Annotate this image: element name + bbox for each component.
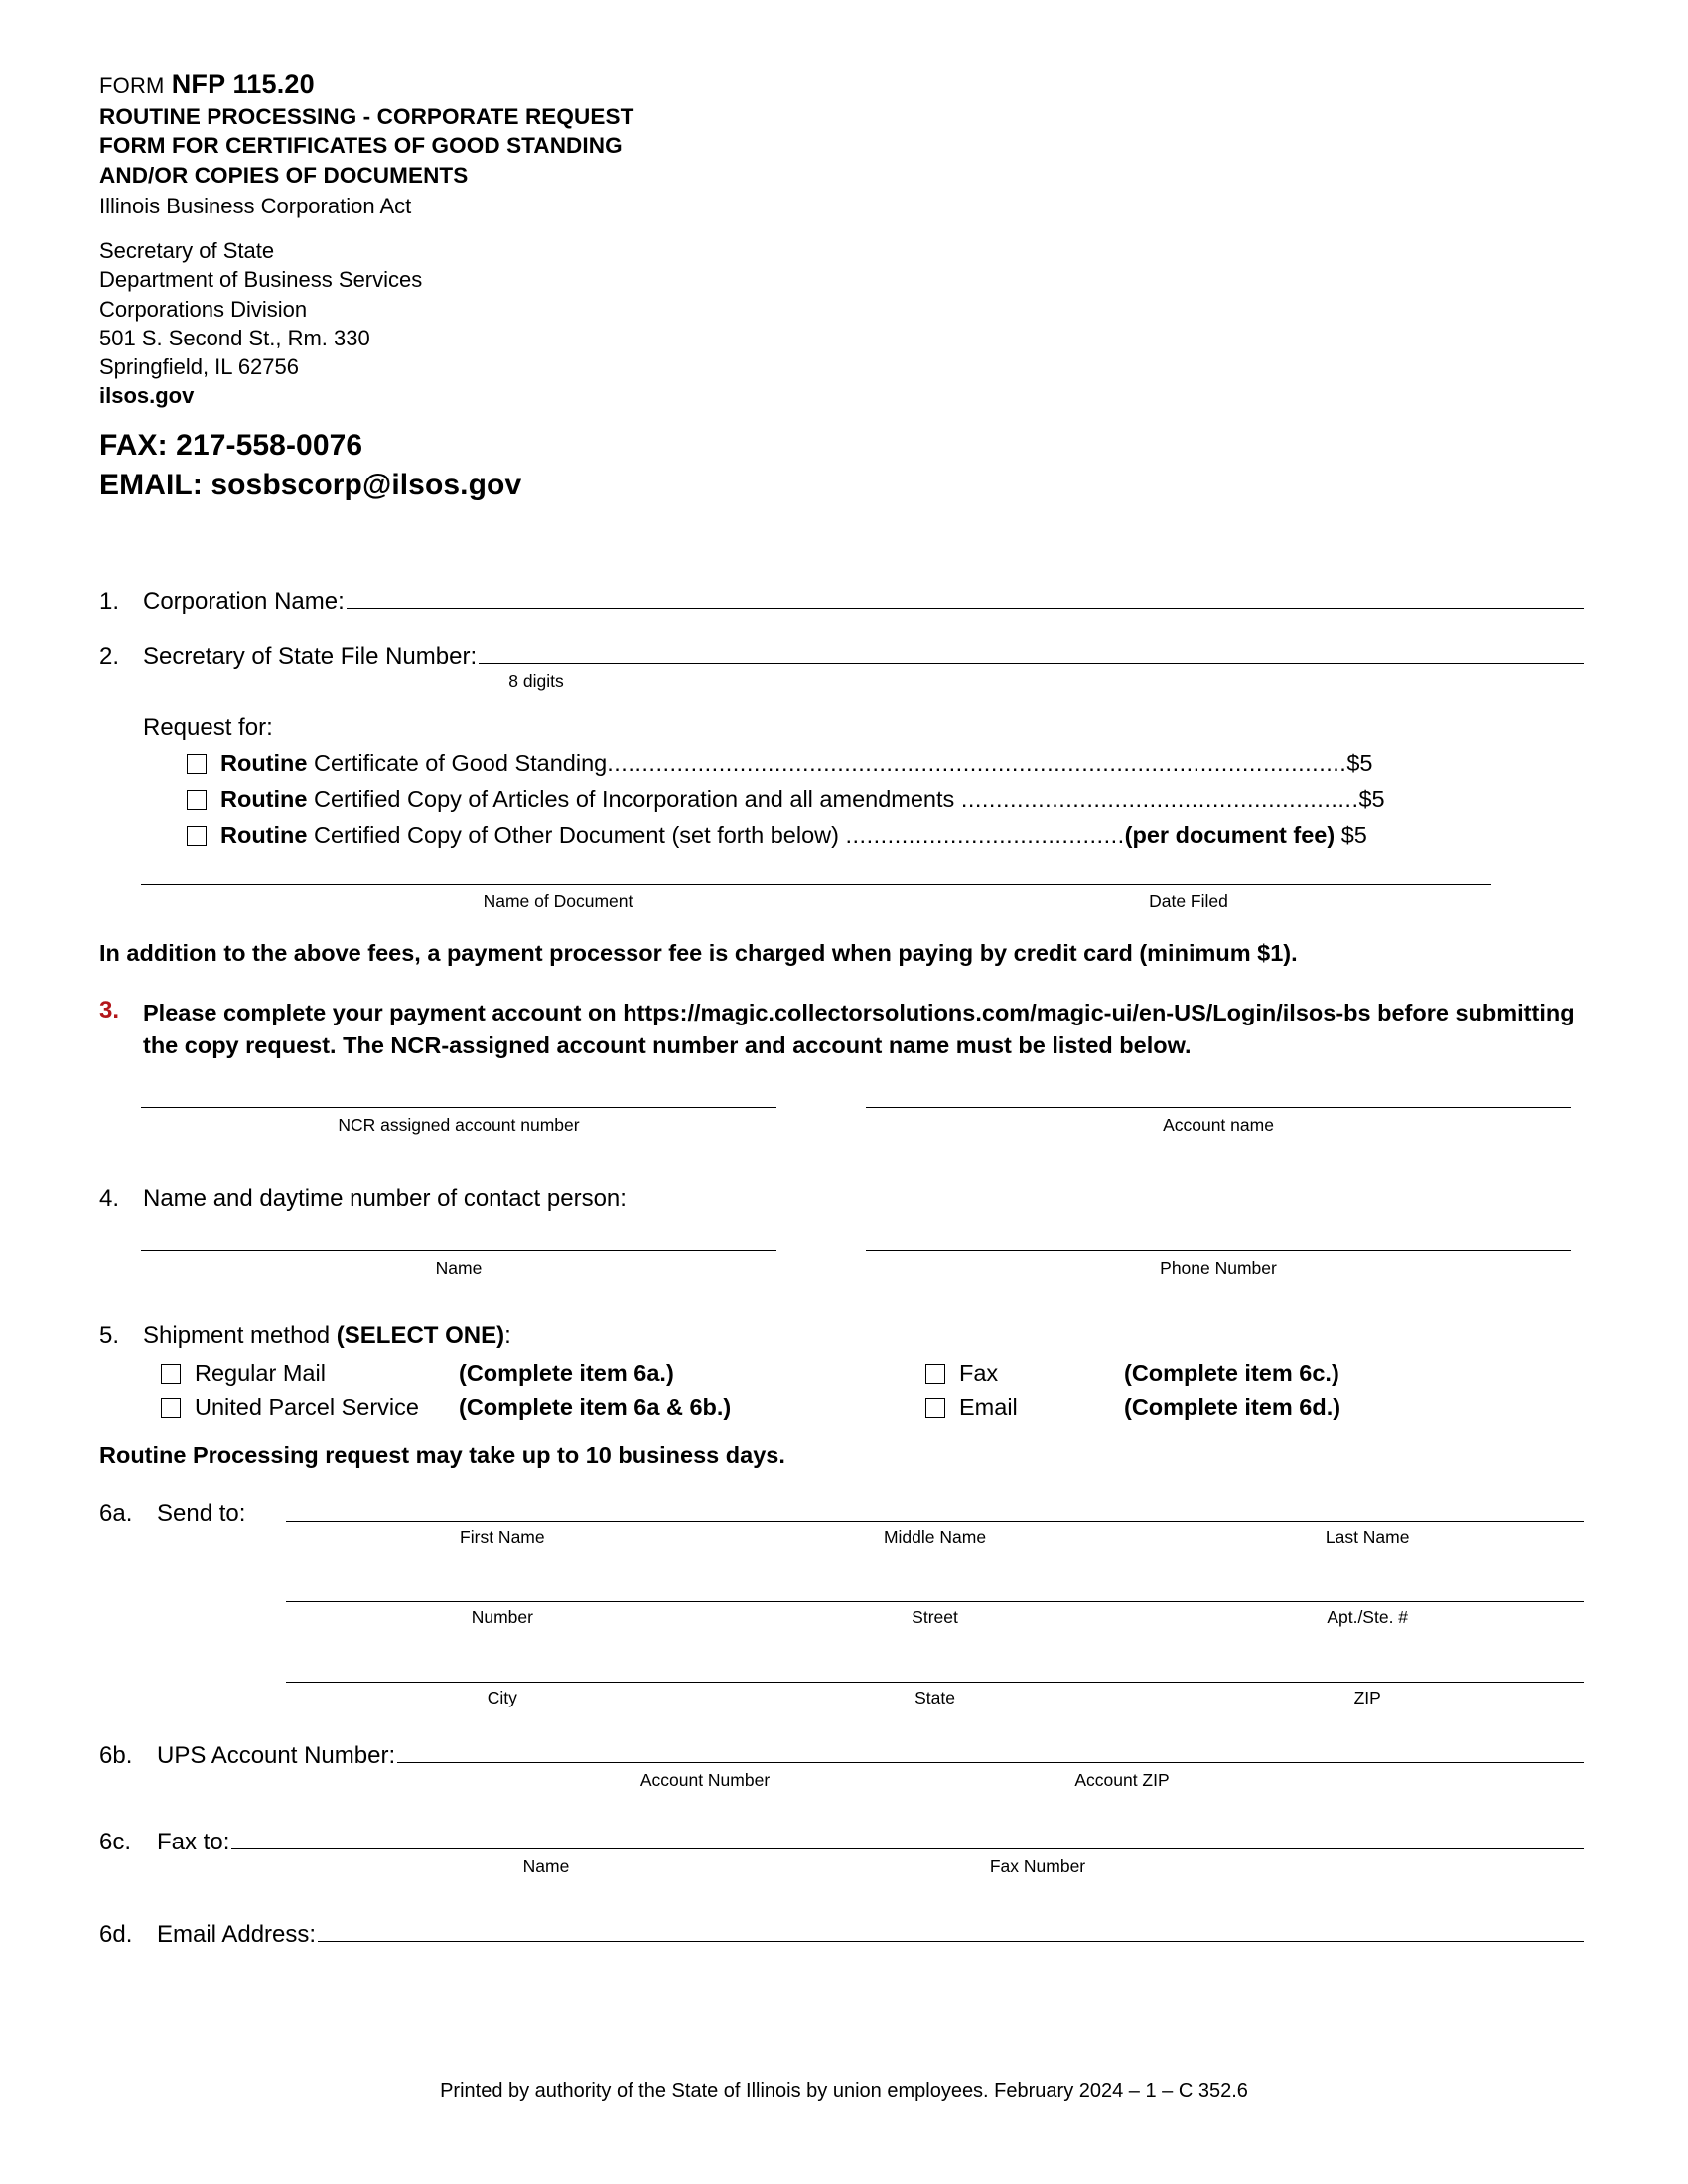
checkbox-fax[interactable] — [925, 1364, 945, 1384]
city-input[interactable] — [286, 1654, 719, 1682]
name-captions — [286, 1527, 1584, 1548]
form-title-line-2: FORM FOR CERTIFICATES OF GOOD STANDING — [99, 133, 623, 159]
item-6b-number: 6b. — [99, 1742, 133, 1770]
option-2-bold: Routine — [220, 786, 308, 813]
middle-name-caption: Middle Name — [883, 1527, 987, 1548]
form-code-line — [99, 69, 1584, 100]
street-block — [286, 1573, 1584, 1628]
email-label: Email — [959, 1394, 1018, 1421]
ups-note: (Complete item 6a & 6b.) — [459, 1394, 732, 1421]
item-6c-fax-to — [99, 1823, 1584, 1856]
option-1-dots: .......................................................................................................... — [607, 751, 1347, 777]
item-6a-number: 6a. — [99, 1500, 133, 1528]
checkbox-certified-articles[interactable] — [187, 790, 207, 810]
document-name-caption: Name of Document — [483, 891, 633, 912]
fax-number: FAX: 217-558-0076 — [99, 428, 363, 462]
form-title-line-1: ROUTINE PROCESSING - CORPORATE REQUEST — [99, 104, 634, 129]
account-input-lines — [141, 1106, 1584, 1108]
street-number-caption: Number — [471, 1607, 533, 1628]
contact-name-caption: Name — [435, 1258, 483, 1279]
option-certified-articles[interactable] — [187, 786, 1584, 813]
account-name-input[interactable] — [866, 1106, 1571, 1108]
state-input[interactable] — [719, 1654, 1152, 1682]
routine-processing-note: Routine Processing request may take up to 10 business days. — [99, 1442, 785, 1469]
option-3-price: $5 — [1335, 822, 1367, 849]
item-6a-send-to — [99, 1493, 1584, 1708]
item-3-text: Please complete your payment account on https://magic.collectorsolutions.com/magic-ui/en-US/Login/ilsos-bs before submitting the copy request. The NCR-assigned account number and account name must be listed below. — [143, 1000, 1575, 1059]
ups-captions — [536, 1770, 1584, 1791]
city-captions — [286, 1688, 1584, 1708]
shipment-row-2 — [161, 1394, 1584, 1421]
address-line-5: Springfield, IL 62756 — [99, 353, 299, 379]
item-1-label: Corporation Name: — [143, 588, 345, 615]
address-line-4: 501 S. Second St., Rm. 330 — [99, 325, 370, 350]
contact-phone-input[interactable] — [866, 1249, 1571, 1251]
email-address[interactable]: EMAIL: sosbscorp@ilsos.gov — [99, 468, 522, 501]
item-2-file-number — [99, 637, 1584, 671]
checkbox-regular-mail[interactable] — [161, 1364, 181, 1384]
form-body — [99, 582, 1584, 1949]
file-number-caption: 8 digits — [508, 671, 564, 692]
account-name-caption: Account name — [1163, 1115, 1274, 1136]
option-good-standing[interactable] — [187, 751, 1584, 777]
item-2-label: Secretary of State File Number: — [143, 643, 478, 671]
request-for-label: Request for: — [143, 714, 273, 742]
item-4-contact-person — [99, 1185, 1584, 1213]
option-3-bold: Routine — [220, 822, 308, 849]
fax-name-caption: Name — [522, 1856, 570, 1877]
option-ups[interactable] — [161, 1394, 459, 1421]
street-name-input[interactable] — [719, 1573, 1152, 1601]
contact-name-input[interactable] — [141, 1249, 776, 1251]
option-other-document[interactable] — [187, 822, 1584, 849]
item-4-number: 4. — [99, 1185, 120, 1213]
shipment-options — [161, 1360, 1584, 1421]
option-1-text: Certificate of Good Standing — [307, 751, 608, 777]
item-5-label — [143, 1322, 511, 1350]
item-3-payment-account — [99, 997, 1584, 1062]
checkbox-other-document[interactable] — [187, 826, 207, 846]
apt-suite-caption: Apt./Ste. # — [1327, 1607, 1409, 1628]
street-captions — [286, 1607, 1584, 1628]
agency-website[interactable]: ilsos.gov — [99, 382, 195, 408]
street-name-caption: Street — [912, 1607, 958, 1628]
fax-label: Fax — [959, 1360, 999, 1387]
ups-account-number-caption: Account Number — [639, 1770, 771, 1791]
option-3-price-bold: (per document fee) — [1124, 822, 1336, 849]
city-caption: City — [487, 1688, 517, 1708]
city-line[interactable] — [286, 1654, 1584, 1683]
agency-address — [99, 236, 1584, 409]
request-options — [187, 751, 1584, 849]
file-number-input[interactable] — [479, 637, 1584, 664]
item-5-label-bold: (SELECT ONE) — [336, 1322, 505, 1350]
option-3-text: Certified Copy of Other Document (set forth below) — [307, 822, 846, 849]
address-line-2: Department of Business Services — [99, 267, 423, 293]
name-line[interactable] — [286, 1493, 1584, 1522]
zip-caption: ZIP — [1353, 1688, 1381, 1708]
state-caption: State — [914, 1688, 955, 1708]
ncr-account-number-input[interactable] — [141, 1106, 776, 1108]
checkbox-email[interactable] — [925, 1398, 945, 1418]
contact-block — [99, 426, 1584, 505]
item-3-number: 3. — [99, 997, 120, 1024]
ups-account-number-input[interactable] — [397, 1736, 1584, 1763]
option-2-text: Certified Copy of Articles of Incorporation and all amendments — [307, 786, 961, 813]
item-4-label: Name and daytime number of contact person: — [143, 1185, 627, 1213]
form-code: NFP 115.20 — [171, 69, 315, 99]
middle-name-input[interactable] — [719, 1493, 1152, 1521]
corporation-name-input[interactable] — [347, 582, 1584, 609]
first-name-caption: First Name — [460, 1527, 545, 1548]
city-block — [286, 1654, 1584, 1708]
address-line-1: Secretary of State — [99, 238, 275, 264]
item-1-corporation-name — [99, 582, 1584, 615]
ups-account-zip-caption: Account ZIP — [1074, 1770, 1170, 1791]
option-2-price: $5 — [1358, 786, 1385, 813]
checkbox-ups[interactable] — [161, 1398, 181, 1418]
option-2-dots: ......................................................... — [960, 786, 1359, 813]
document-detail-lines — [141, 883, 1584, 885]
governing-act: Illinois Business Corporation Act — [99, 193, 412, 218]
form-header — [99, 69, 1584, 504]
document-detail-captions — [141, 891, 1584, 912]
regular-mail-note: (Complete item 6a.) — [459, 1360, 674, 1387]
item-5-number: 5. — [99, 1322, 120, 1350]
date-filed-caption: Date Filed — [1149, 891, 1228, 912]
item-5-label-end: : — [504, 1322, 511, 1350]
option-1-bold: Routine — [220, 751, 308, 777]
street-number-input[interactable] — [286, 1573, 719, 1601]
item-6a-label: Send to: — [157, 1500, 246, 1528]
ups-label: United Parcel Service — [195, 1394, 419, 1421]
address-grid — [286, 1493, 1584, 1708]
street-line[interactable] — [286, 1573, 1584, 1602]
item-6b-ups-account — [99, 1736, 1584, 1770]
ncr-account-number-caption: NCR assigned account number — [338, 1115, 580, 1136]
item-1-number: 1. — [99, 588, 120, 615]
account-captions — [141, 1115, 1584, 1136]
item-6d-email-address — [99, 1915, 1584, 1949]
item-6d-number: 6d. — [99, 1921, 133, 1949]
item-6b-label: UPS Account Number: — [157, 1742, 396, 1770]
email-note: (Complete item 6d.) — [1124, 1394, 1341, 1421]
email-address-input[interactable] — [318, 1915, 1584, 1942]
credit-card-fee-note: In addition to the above fees, a payment processor fee is charged when paying by credit card (minimum $1). — [99, 940, 1298, 967]
item-6c-label: Fax to: — [157, 1829, 230, 1856]
option-regular-mail[interactable] — [161, 1360, 459, 1387]
contact-input-lines — [141, 1249, 1584, 1251]
page-footer: Printed by authority of the State of Illinois by union employees. February 2024 – 1 – C 352.6 — [440, 2080, 1248, 2102]
option-3-dots: ........................................ — [845, 822, 1125, 849]
item-2-number: 2. — [99, 643, 120, 671]
item-5-label-text: Shipment method — [143, 1322, 337, 1350]
option-fax[interactable] — [925, 1360, 1124, 1387]
first-name-input[interactable] — [286, 1493, 719, 1521]
apt-suite-input[interactable] — [1151, 1573, 1584, 1601]
option-email[interactable] — [925, 1394, 1124, 1421]
option-1-price: $5 — [1346, 751, 1373, 777]
item-6c-number: 6c. — [99, 1829, 132, 1856]
contact-phone-caption: Phone Number — [1160, 1258, 1277, 1279]
contact-captions — [141, 1258, 1584, 1279]
item-5-shipment-method — [99, 1322, 1584, 1350]
document-name-input[interactable] — [141, 883, 1491, 885]
fax-number-caption: Fax Number — [989, 1856, 1086, 1877]
shipment-row-1 — [161, 1360, 1584, 1387]
checkbox-good-standing[interactable] — [187, 754, 207, 774]
fax-captions — [348, 1856, 1584, 1877]
form-title — [99, 102, 1584, 190]
last-name-input[interactable] — [1151, 1493, 1584, 1521]
form-label: FORM — [99, 73, 165, 98]
last-name-caption: Last Name — [1325, 1527, 1410, 1548]
regular-mail-label: Regular Mail — [195, 1360, 326, 1387]
fax-to-input[interactable] — [231, 1823, 1584, 1849]
fax-note: (Complete item 6c.) — [1124, 1360, 1339, 1387]
form-title-line-3: AND/OR COPIES OF DOCUMENTS — [99, 162, 469, 188]
zip-input[interactable] — [1151, 1654, 1584, 1682]
address-line-3: Corporations Division — [99, 296, 308, 322]
item-6d-label: Email Address: — [157, 1921, 317, 1949]
